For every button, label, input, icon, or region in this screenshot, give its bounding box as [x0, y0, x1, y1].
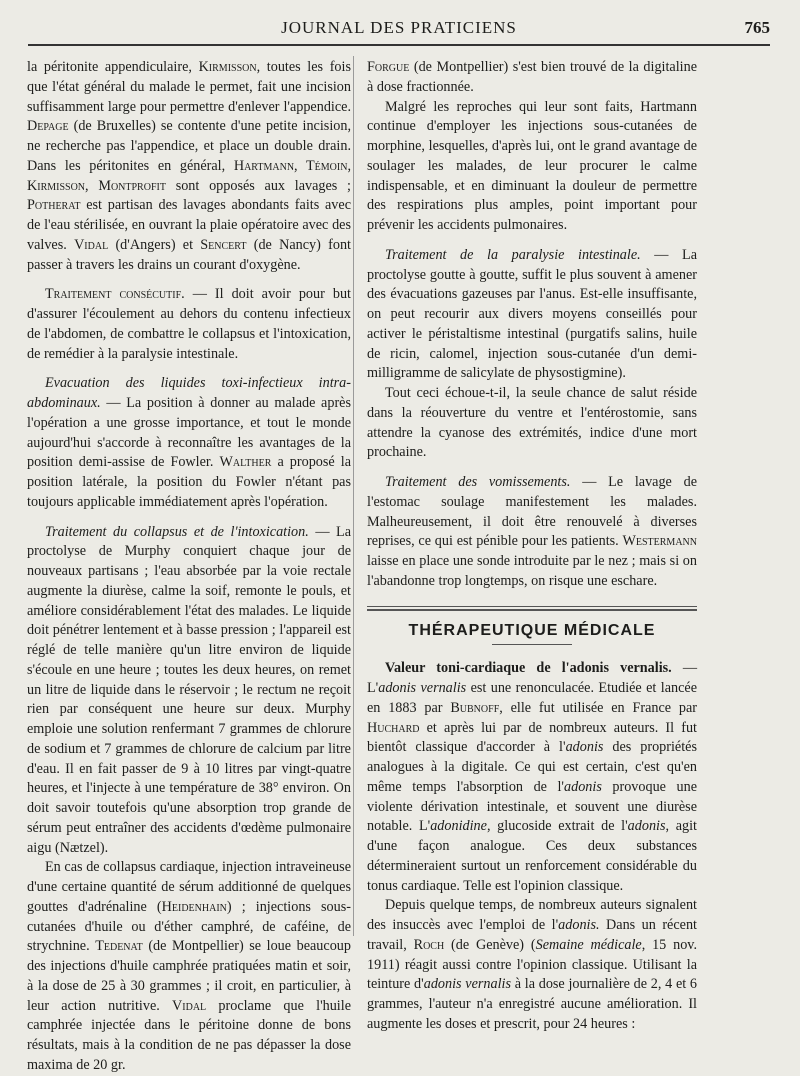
author-name: Westermann — [622, 533, 697, 550]
column-divider — [353, 56, 354, 936]
text-run: a proposé la position latérale, la position du Fowler n'étant pas toujours applicable immédiatement après l'opération. — [27, 454, 351, 510]
italic-term: adonis — [565, 739, 604, 756]
paragraph-paralysie-intestinale — [367, 246, 697, 384]
text-run: (de Montpellier) s'est bien trouvé de la digitaline à dose fractionnée. — [367, 59, 697, 95]
text-run: (d'Angers) et — [108, 236, 201, 253]
paragraph-traitement-consecutif — [27, 285, 351, 364]
paragraph-enterostomie — [367, 384, 697, 463]
text-run: (de Bruxelles) se contente d'une petite incision, ne recherche pas l'appendice, et place un double drain. Dans les péritonites en général, — [27, 118, 351, 174]
author-name: Kirmisson — [198, 59, 257, 75]
text-run: Malgré les reproches qui leur sont faits, Hartmann continue d'employer les injections sous-cutanées de morphine, lesquelles, d'après lui, ont le grand avantage de soulager les malades, de leur procurer le calme indispensable, et en diminuant la douleur de permettre des respirations plus amples, point important pour prévenir les accidents pulmonaires. — [367, 98, 697, 233]
author-name: Roch — [413, 936, 445, 953]
paragraph-collapsus — [27, 523, 351, 859]
paragraph-collapsus-cardiaque — [27, 858, 351, 1075]
author-name: Depage — [27, 118, 69, 135]
author-name: Bubnoff — [450, 699, 500, 716]
text-run: (de Genève) ( — [444, 936, 536, 953]
text-run: — L' — [367, 660, 698, 696]
text-run: , elle fut utilisée en France par — [499, 699, 697, 716]
author-name: Hartmann, Témoin, Kirmisson, Montprofit — [27, 157, 351, 194]
text-run: Dans un récent travail, — [367, 917, 697, 953]
paragraph-forgue — [367, 58, 697, 98]
paragraph-adonis-vernalis — [367, 659, 697, 896]
section-rule — [367, 606, 697, 607]
text-run: (de Montpellier) se loue beaucoup des injections d'huile camphrée pratiquées matin et soir, à la dose de 25 à 30 grammes ; il croit, en particulier, à leur action nutritive. — [27, 938, 351, 1014]
text-run: (de Nancy) font passer à travers les drains un courant d'oxygène. — [27, 236, 351, 273]
text-run: , glucoside extrait de l' — [486, 818, 628, 835]
page-number: 765 — [744, 18, 770, 37]
text-run: , 15 nov. 1911) réagit aussi contre l'opinion classique. Utilisant la teinture d' — [367, 936, 698, 993]
run-in-heading: Traitement consécutif. — [45, 286, 185, 303]
text-run: proclame que l'huile camphrée injectée dans le péritoine donne de bons résultats, mais à la condition de ne pas dépasser la dose maxima de 20 gr. — [27, 997, 351, 1073]
section-title: THÉRAPEUTIQUE MÉDICALE — [408, 621, 656, 639]
paragraph-peritonite-appendiculaire — [27, 58, 351, 275]
text-run: — La position à donner au malade après l'opération a une grosse importance, et tout le monde aujourd'hui s'accorde à reconnaître les avantages de la position demi-assise de Fowler. — [27, 395, 351, 471]
italic-term: Semaine médicale — [535, 936, 642, 953]
paragraph-roch — [367, 896, 697, 1034]
text-run: En cas de collapsus cardiaque, injection intraveineuse d'une certaine quantité de sérum additionné de quelques gouttes d'adrénaline ( — [27, 859, 351, 915]
run-in-heading: Traitement de la paralysie intestinale. — [385, 246, 641, 263]
page-header — [28, 18, 770, 42]
author-name: Vidal — [74, 236, 109, 253]
italic-term: adonis — [564, 778, 602, 795]
text-run: et après lui par de nombreux auteurs. Il fut bientôt classique d'accorder à l' — [367, 719, 697, 756]
author-name: Huchard — [367, 719, 420, 736]
text-run: , toutes les fois que l'état général du malade le permet, fait une incision suffisamment large pour permettre d'enlever l'appendice. — [27, 59, 351, 115]
author-name: Potherat — [27, 197, 81, 214]
paragraph-morphine — [367, 98, 697, 236]
italic-term: adonis. — [558, 917, 600, 933]
text-run: provoque une violente dérivation intestinale, et souvent une diurèse notable. L' — [367, 778, 697, 835]
journal-title: JOURNAL DES PRATICIENS — [281, 18, 517, 37]
right-column — [367, 58, 697, 1035]
paragraph-vomissements — [367, 473, 697, 592]
header-rule — [28, 44, 770, 46]
run-in-heading: Traitement des vomissements. — [385, 474, 571, 490]
text-run: laisse en place une sonde introduite par le nez ; mais si on l'abandonne trop longtemps, on risque une eschare. — [367, 553, 697, 589]
paragraph-evacuation — [27, 374, 351, 512]
text-run: Depuis quelque temps, de nombreux auteurs signalent des insuccès avec l'emploi de l' — [367, 897, 697, 933]
italic-term: adonis — [627, 818, 666, 835]
text-run: à la dose journalière de 2, 4 et 6 grammes, l'auteur n'a enregistré aucune amélioration. Il augmente les doses et prescrit, pour 24 heures : — [367, 976, 698, 1032]
section-rule — [367, 609, 697, 611]
text-run: la péritonite appendiculaire, — [27, 59, 199, 75]
left-column — [27, 58, 351, 1076]
author-name: Vidal — [172, 997, 207, 1014]
text-run: — Il doit avoir pour but d'assurer l'écoulement au dehors du contenu infectieux de l'abdomen, de combattre le collapsus et l'intoxication, de remédier à la paralysie intestinale. — [27, 286, 351, 362]
text-run: , agit d'une façon analogue. Ces deux substances détermineraient surtout un renforcement considérable du tonus cardiaque. Telle est l'opinion classique. — [367, 818, 698, 894]
text-run: est une renonculacée. Etudiée et lancée en 1883 par — [367, 680, 697, 716]
italic-term: adonidine — [430, 818, 487, 835]
author-name: Sencert — [200, 236, 247, 253]
article-title: Valeur toni-cardiaque de l'adonis vernalis. — [385, 660, 672, 677]
author-name: Forgue — [367, 59, 410, 75]
text-run: est partisan des lavages abondants faits avec de l'eau stérilisée, en ouvrant la plaie opératoire avec des valves. — [27, 197, 351, 253]
italic-term: adonis vernalis — [378, 680, 467, 696]
text-run: — La proctolyse goutte à goutte, suffit le plus souvent à amener des évacuations gazeuses par l'anus. Est-elle insuffisante, on peut recourir aux divers moyens conseillés pour activer le péristaltisme intestinal (purgatifs salins, huile de ricin, calomel, injection sous-cutanée d'un demi-milligramme de salicylate de physostigmine). — [367, 246, 697, 382]
text-run: — Le lavage de l'estomac soulage manifestement les malades. Malheureusement, il doit être renouvelé à diverses reprises, ce qui est pénible pour les patients. — [367, 474, 697, 550]
text-run: ) ; injections sous-cutanées d'huile ou d'éther camphré, de caféine, de strychnine. — [27, 898, 351, 955]
text-run: — La proctolyse de Murphy conquiert chaque jour de nouveaux partisans ; l'eau absorbée par la voie rectale augmente la diurèse, calme la soif, remonte le pouls, et améliore considérablement l'état des malades. Le liquide doit pénétrer lentement et à basse pression ; l'appareil est réglé de telle manière qu'un litre environ de liquide s'écoule en une heure ; toutes les deux heures, on remet un litre de liquide dans le réservoir ; le rectum ne reçoit rien par conséquent une heure sur deux. Murphy emploie une solution renfermant 7 grammes de chlorure de sodium et 7 grammes de chlorure de calcium par litre d'eau. Il en fait passer de 9 à 10 litres par vingt-quatre heures, et l'injecte à une température de 38° environ. On doit savoir toutefois qu'une absorption trop grande de sérum peut entraîner des accidents d'œdème pulmonaire aigu (Nætzel). — [27, 523, 351, 856]
text-run: Tout ceci échoue-t-il, la seule chance de salut réside dans la réouverture du ventre et l'entérostomie, sans attendre la cyanose des extrémités, indice d'une mort prochaine. — [367, 385, 697, 461]
run-in-heading: Traitement du collapsus et de l'intoxication. — [45, 523, 309, 540]
run-in-heading: Evacuation des liquides toxi-infectieux intra-abdominaux. — [27, 375, 351, 411]
text-run: des propriétés analogues à la digitale. Ce qui est certain, c'est qu'en même temps l'absorption de l' — [367, 739, 697, 795]
section-underline — [492, 644, 572, 645]
author-name: Tedenat — [95, 938, 143, 955]
italic-term: adonis vernalis — [423, 976, 511, 993]
author-name: Walther — [219, 454, 272, 471]
text-run: sont opposés aux lavages ; — [165, 177, 351, 194]
author-name: Heidenhain — [161, 898, 227, 915]
